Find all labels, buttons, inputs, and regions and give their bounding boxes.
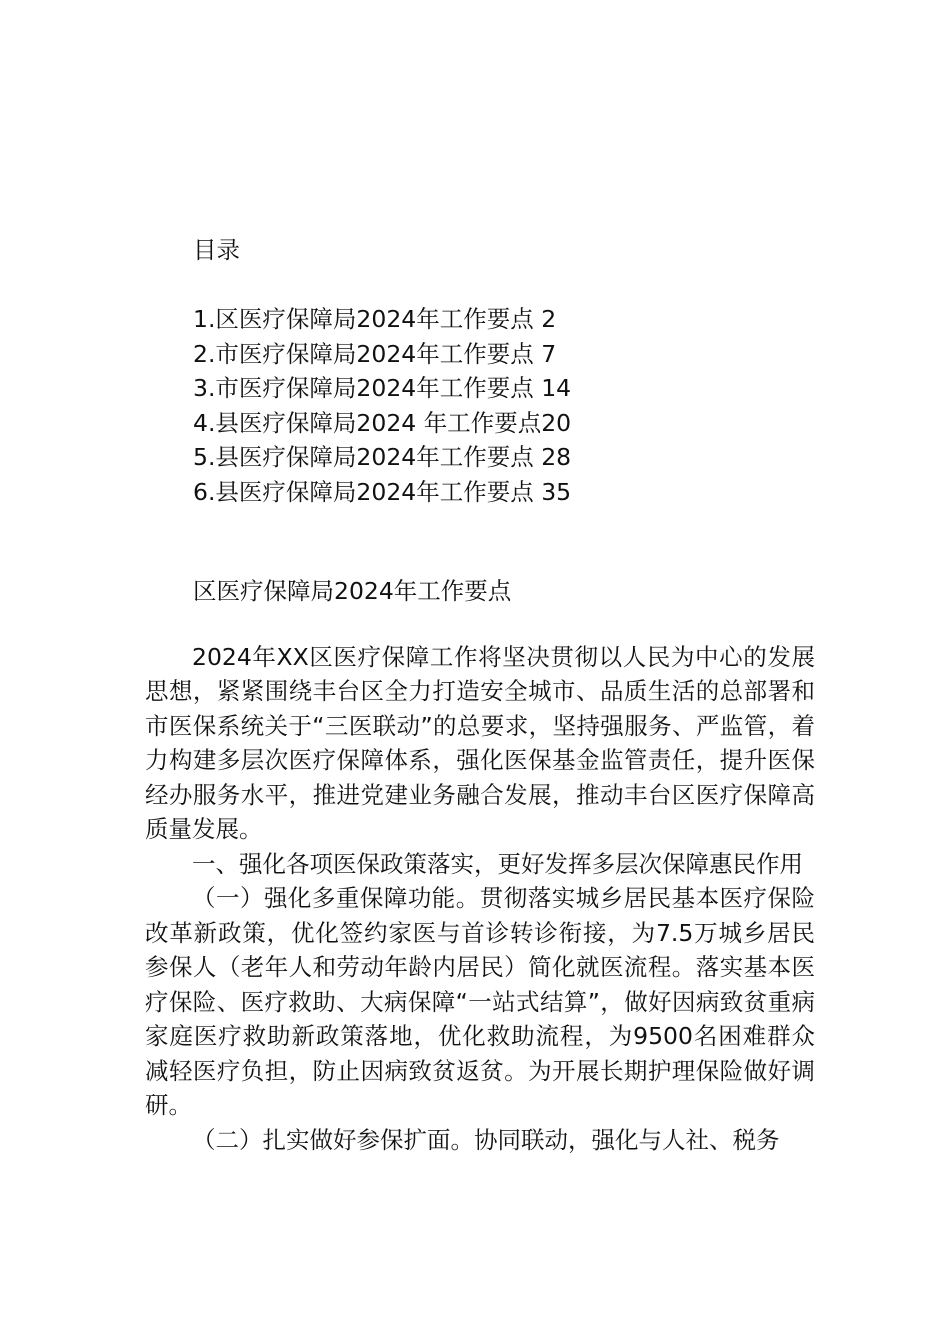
table-of-contents xyxy=(145,302,815,510)
section-heading-1: 一、强化各项医保政策落实，更好发挥多层次保障惠民作用 xyxy=(192,849,803,878)
document-title: 区医疗保障局2024年工作要点 xyxy=(193,576,512,605)
toc-entry-2: 2.市医疗保障局2024年工作要点 7 xyxy=(193,339,557,368)
toc-entry-1: 1.区医疗保障局2024年工作要点 2 xyxy=(193,305,557,333)
subsection-paragraph-2: （二）扎实做好参保扩面。协同联动，强化与人社、税务 xyxy=(192,1125,780,1154)
toc-entry-5: 5.县医疗保障局2024年工作要点 28 xyxy=(193,443,572,472)
toc-entry-3: 3.市医疗保障局2024年工作要点 14 xyxy=(193,374,572,403)
document-content xyxy=(145,230,815,1157)
intro-paragraph: 2024年XX区医疗保障工作将坚决贯彻以人民为中心的发展思想，紧紧围绕丰台区全力打造安全城市、品质生活的总部署和市医保系统关于“三医联动”的总要求，坚持强服务、严监管，着力构建多层次医疗保障体系，强化医保基金监管责任，提升医保经办服务水平，推进党建业务融合发展，推动丰台区医疗保障高质量发展。 xyxy=(145,642,815,844)
toc-title: 目录 xyxy=(193,236,240,264)
toc-entry-6: 6.县医疗保障局2024年工作要点 35 xyxy=(193,477,572,506)
toc-entry-4: 4.县医疗保障局2024 年工作要点20 xyxy=(193,408,572,437)
document-body xyxy=(145,640,815,1158)
subsection-paragraph-1: （一）强化多重保障功能。贯彻落实城乡居民基本医疗保险改革新政策，优化签约家医与首诊转诊衔接，为7.5万城乡居民参保人（老年人和劳动年龄内居民）简化就医流程。落实基本医疗保险、医疗救助、大病保障“一站式结算”，做好因病致贫重病家庭医疗救助新政策落地，优化救助流程，为9500名困难群众减轻医疗负担，防止因病致贫返贫。为开展长期护理保险做好调研。 xyxy=(145,884,815,1120)
